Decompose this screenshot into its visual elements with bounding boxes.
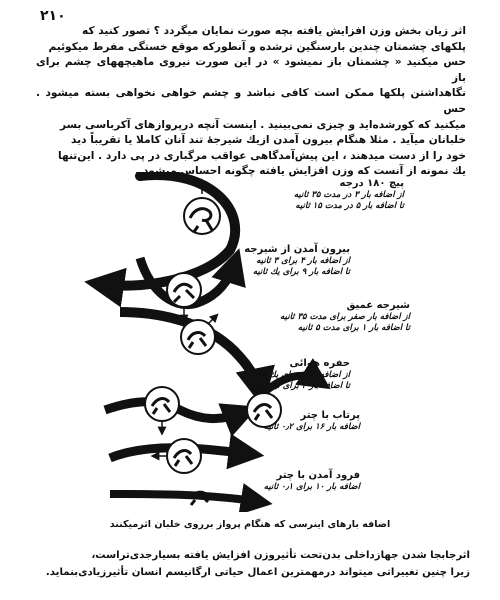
label-heading: فرود آمدن با چتر <box>276 470 360 481</box>
maneuver-turn-180 <box>100 175 235 286</box>
page-number: ۲۱۰ <box>40 8 66 24</box>
maneuver-air-pocket <box>105 387 245 432</box>
g-force-illustration <box>80 172 420 512</box>
figure-caption: اضافه بارهای اینرسی که هنگام پرواز برروی خلبان اثرمیکنند <box>109 519 391 530</box>
label-heading: حفره هوائی <box>289 358 350 369</box>
label-detail: از اضافه بار ۱ برای یك ثانیه <box>251 370 350 380</box>
pilot-circle <box>167 439 201 473</box>
body-line: اثر زیان بخش وزن افزایش یافته بچه صورت نمایان میگردد ؟ تصور کنید که <box>82 25 466 37</box>
label-detail: تا اضافه بار ۱ برای مدت ۵ ثانیه <box>297 323 410 333</box>
pilot-circle <box>145 387 179 421</box>
label-turn-180 <box>294 178 404 212</box>
label-detail: تا اضافه بار ۹ برای یك ثانیه <box>252 267 350 277</box>
body-line: پلکهای چشمتان چندین بارسنگین ترشده و آنطورکه موقع خستگی مفرط میکوئیم <box>48 40 466 53</box>
flight-path-arrow <box>110 494 260 502</box>
label-air-pocket <box>251 358 350 392</box>
label-detail: از اضافه بار صفر برای مدت ۳۵ ثانیه <box>280 312 410 322</box>
label-heading: بیرون آمدن از شیرجه <box>244 244 350 255</box>
label-detail: از اضافه بار ۴ برای ۳ ثانیه <box>256 256 350 266</box>
maneuver-diagram <box>80 172 420 512</box>
label-detail: اضافه بار ۱۶ برای ۰٫۲ ثانیه <box>263 422 360 432</box>
label-detail: اضافه بار ۱۰ برای ۰٫۱ ثانیه <box>263 482 360 492</box>
pilot-circle <box>181 320 215 354</box>
label-dive-pullout <box>244 244 350 278</box>
body-line: زیرا چنین تغییراتی میتواند درمهمترین اعمال حیاتی ارگانیسم انسان تأثیرزیادی‌بنماید. <box>45 567 470 578</box>
bottom-paragraph <box>30 547 470 581</box>
pilot-circle <box>167 273 201 307</box>
body-paragraph <box>36 24 466 180</box>
label-deep-dive <box>280 300 410 334</box>
label-heading: پیچ ۱۸۰ درجه <box>339 178 404 189</box>
body-line: یك نمونه از آنست که وزن افزایش یافته چگونه احساس میشود . <box>135 165 466 178</box>
body-line: خلبانان میآید . مثلا هنگام بیرون آمدن ازیك شیرجهٔ تند آنان کاملا یا تقریباً دید <box>71 134 466 147</box>
maneuver-level <box>110 439 250 473</box>
label-heading: شیرجه عمیق <box>346 300 410 311</box>
flight-path-arrow <box>100 250 230 286</box>
label-ejection <box>264 410 360 433</box>
body-line: نگاهداشتن پلکها ممکن است کافی نباشد و چشم خواهی نخواهی بسته میشود . حس <box>36 87 466 115</box>
body-line: میکنید که کورشده‌اید و چیزی نمی‌بینید . اینست آنچه درپروازهای آکرباسی بسر <box>60 118 466 131</box>
label-detail: از اضافه بار ۳ در مدت ۳۵ ثانیه <box>293 190 404 200</box>
label-heading: پرتاب با چتر <box>300 410 360 421</box>
maneuver-deep-dive <box>120 312 260 392</box>
body-line: اثرجابجا شدن جهازداخلی بدن‌تحت تأثیروزن افزایش یافته بسیارجدی‌تراست، <box>91 550 470 561</box>
label-detail: تا اضافه بار ۳ برای نیم ثانیه <box>251 381 350 391</box>
body-line: خود را از دست میدهند ، این پیش‌آمدگاهی عواقب مرگباری در پی دارد . این‌تنها <box>58 149 466 162</box>
force-arrow-icon <box>208 316 216 324</box>
body-line: حس میکنید « چشمتان باز نمیشود » در این صورت نیروی ماهیچههای چشم برای باز <box>36 56 466 84</box>
label-detail: تا اضافه بار ۵ در مدت ۱۵ ثانیه <box>295 201 404 211</box>
label-parachute-landing <box>264 470 360 493</box>
maneuver-parachute-landing <box>110 492 260 505</box>
